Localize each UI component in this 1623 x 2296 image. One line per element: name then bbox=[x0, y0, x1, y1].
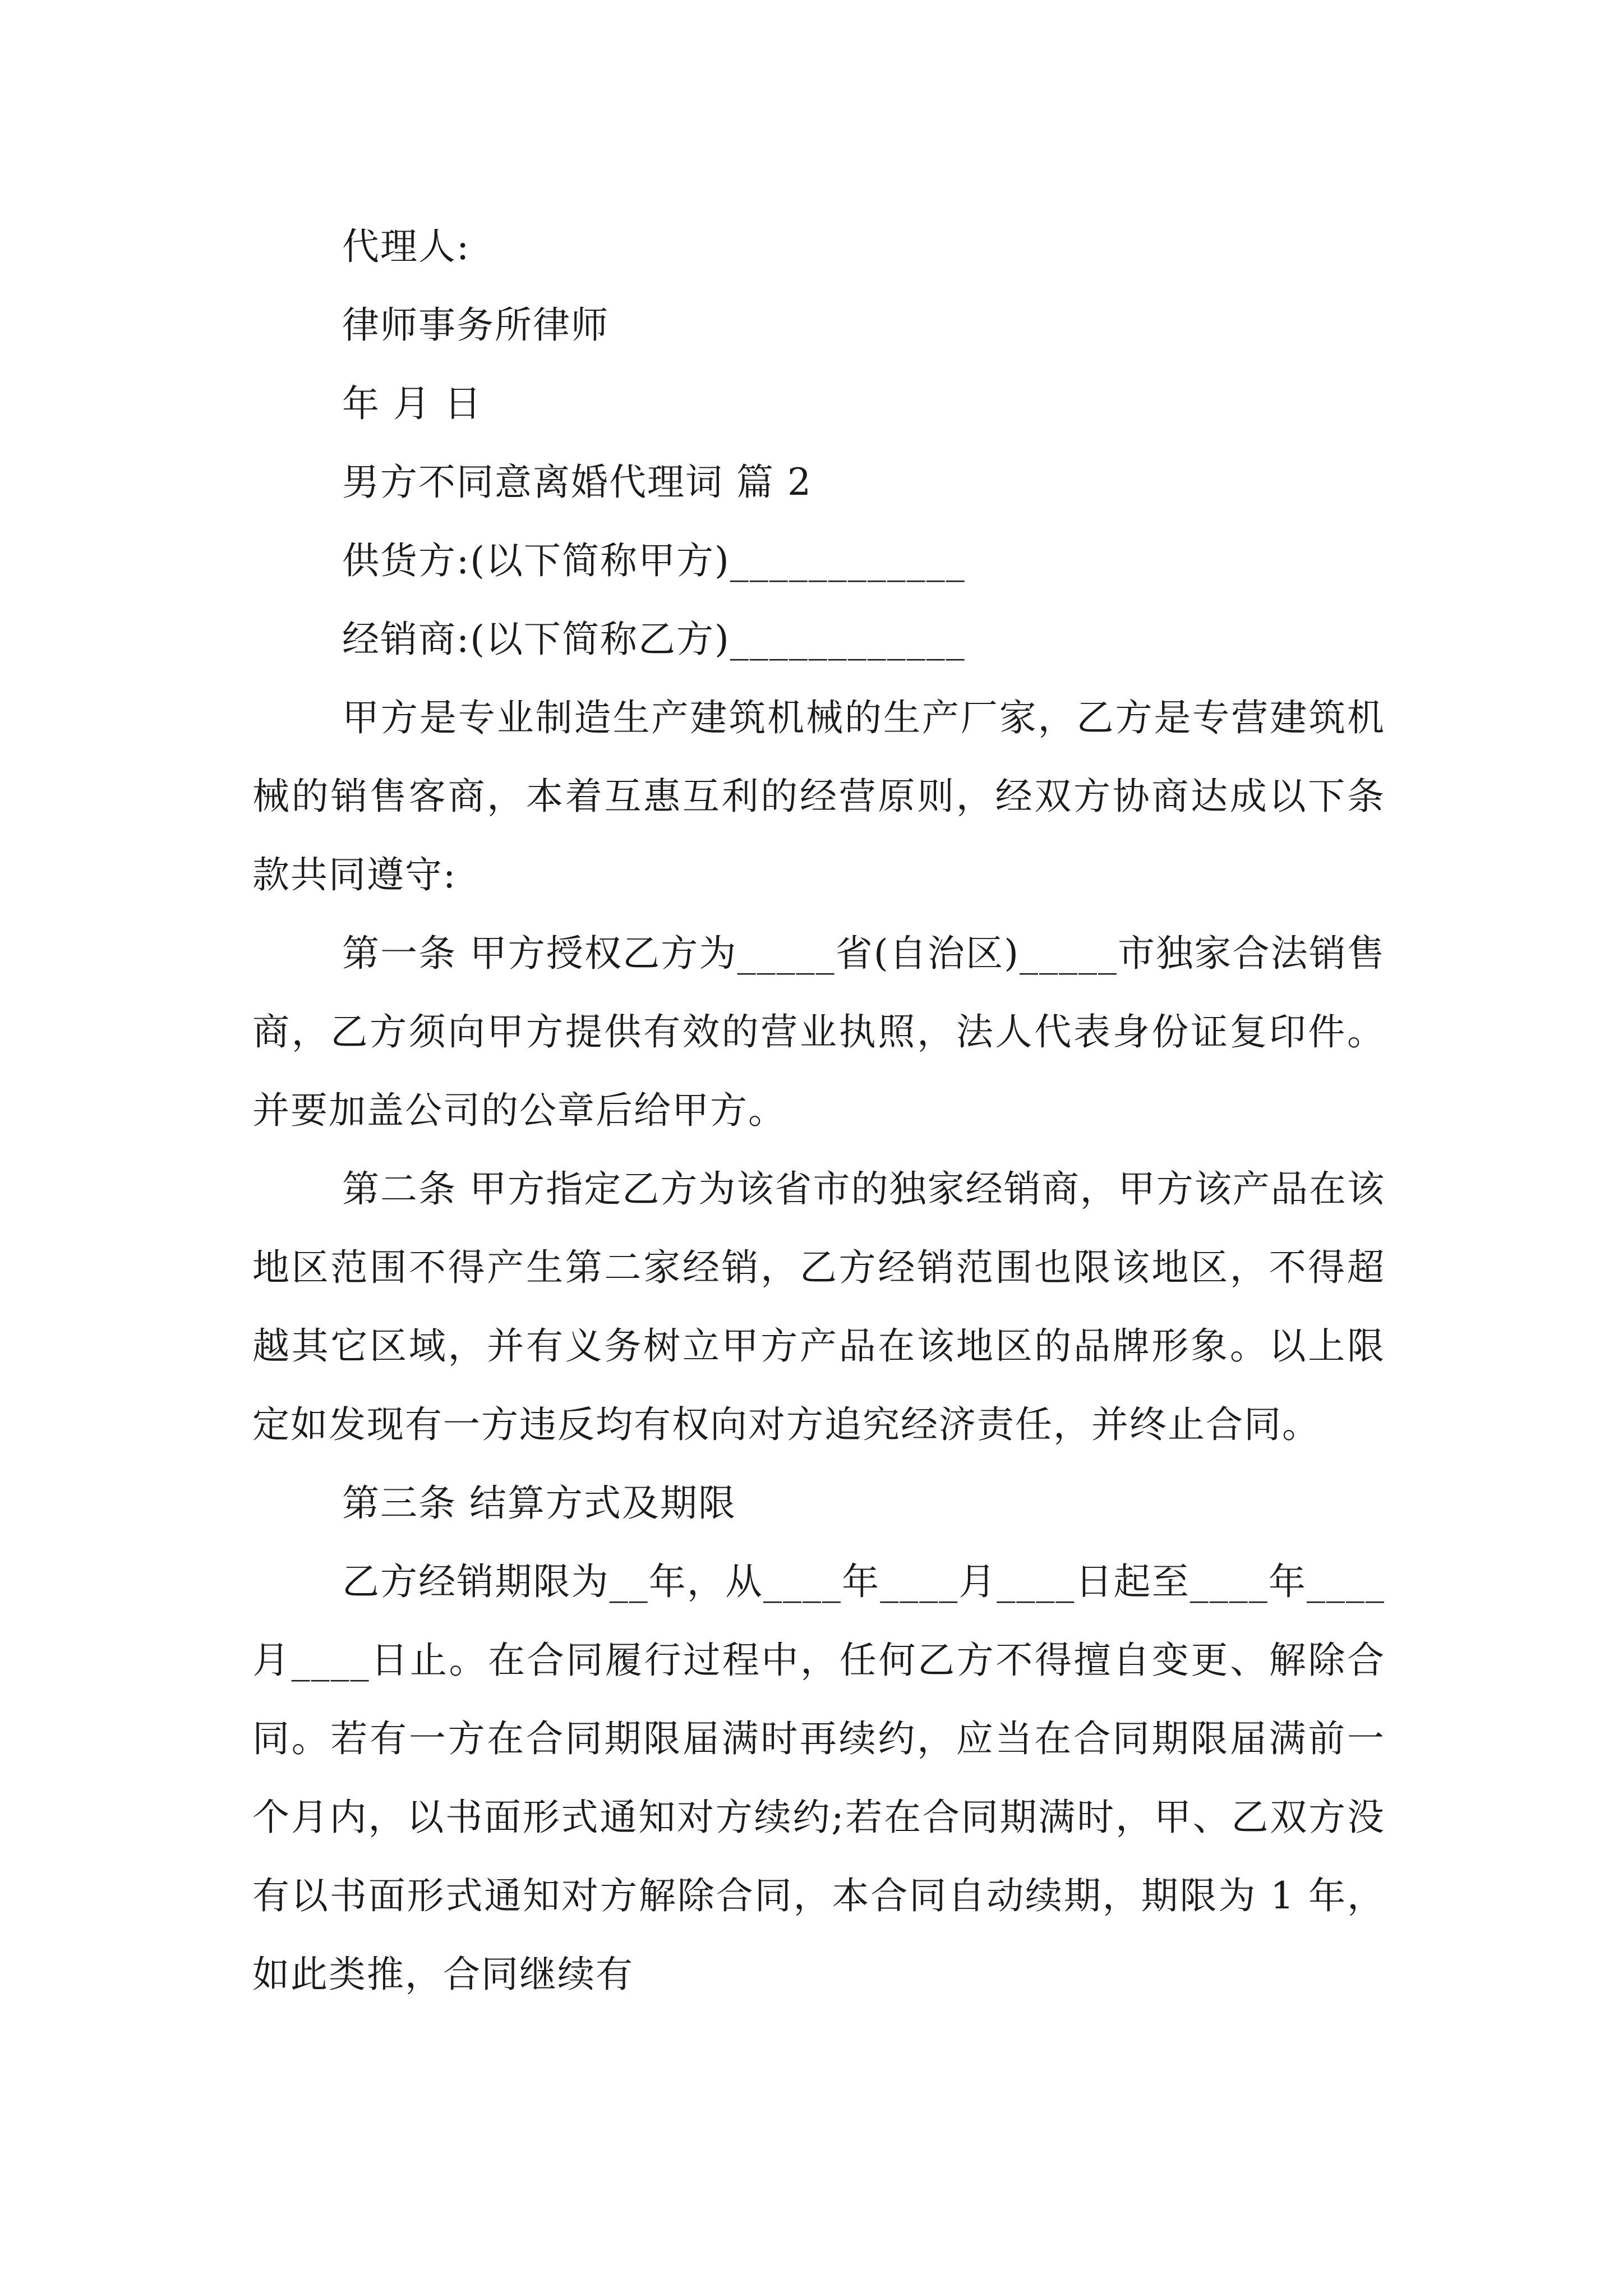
intro-paragraph: 甲方是专业制造生产建筑机械的生产厂家，乙方是专营建筑机械的销售客商，本着互惠互利的经营原则，经双方协商达成以下条款共同遵守: bbox=[252, 696, 1385, 896]
article-2-paragraph: 第二条 甲方指定乙方为该省市的独家经销商，甲方该产品在该地区范围不得产生第二家经销，乙方经销范围也限该地区，不得超越其它区域，并有义务树立甲方产品在该地区的品牌形象。以上限定如发现有一方违反均有权向对方追究经济责任，并终止合同。 bbox=[252, 1167, 1385, 1446]
document-body bbox=[252, 208, 1385, 2014]
article-3-heading: 第三条 结算方式及期限 bbox=[342, 1481, 736, 1525]
article-1-paragraph: 第一条 甲方授权乙方为_____省(自治区)_____市独家合法销售商，乙方须向甲方提供有效的营业执照，法人代表身份证复印件。并要加盖公司的公章后给甲方。 bbox=[252, 932, 1385, 1132]
law-firm-line: 律师事务所律师 bbox=[342, 303, 609, 347]
section-title: 男方不同意离婚代理词 篇 2 bbox=[342, 461, 812, 504]
distributor-line: 经销商:(以下简称乙方)____________ bbox=[342, 618, 966, 661]
agent-line: 代理人: bbox=[342, 225, 471, 268]
supplier-line: 供货方:(以下简称甲方)____________ bbox=[342, 539, 966, 582]
article-3-paragraph: 乙方经销期限为__年，从____年____月____日起至____年____月____日止。在合同履行过程中，任何乙方不得擅自变更、解除合同。若有一方在合同期限届满时再续约，应当在合同期限届满前一个月内，以书面形式通知对方续约;若在合同期满时，甲、乙双方没有以书面形式通知对方解除合同，本合同自动续期，期限为 1 年，如此类推，合同继续有 bbox=[252, 1560, 1385, 1996]
date-line: 年 月 日 bbox=[342, 382, 482, 425]
